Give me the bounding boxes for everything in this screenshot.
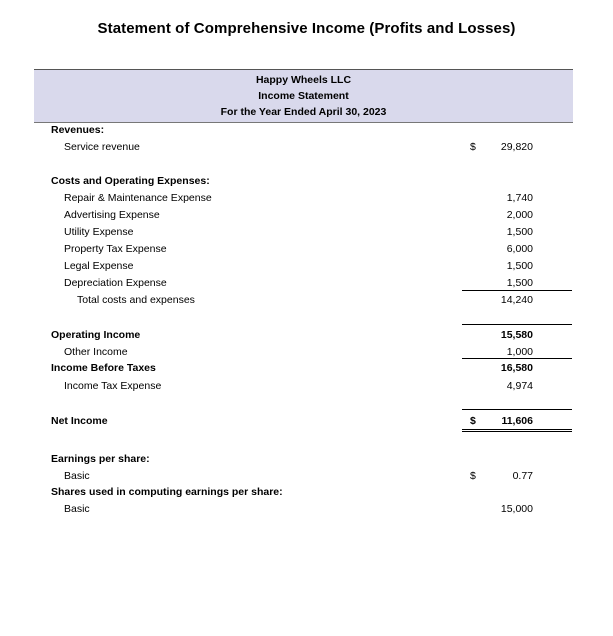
eps-basic-label: Basic [64,470,90,482]
expense-value: 2,000 [506,209,533,221]
income-before-taxes-rule [462,358,572,359]
company-name: Happy Wheels LLC [255,74,352,86]
other-income-value: 1,000 [506,346,533,358]
revenue-currency: $ [470,141,476,153]
income-tax-value: 4,974 [506,380,533,392]
net-income-double-rule-2 [462,431,572,432]
net-income-double-rule-1 [462,429,572,430]
expense-value: 1,500 [506,277,533,289]
shares-heading: Shares used in computing earnings per share: [51,486,283,498]
expense-value: 6,000 [506,243,533,255]
total-costs-value: 14,240 [500,294,533,306]
costs-heading: Costs and Operating Expenses: [51,175,210,187]
expense-label: Advertising Expense [64,209,160,221]
net-income-value: 11,606 [501,415,533,427]
eps-currency: $ [470,470,476,482]
eps-heading: Earnings per share: [51,453,150,465]
statement-period: For the Year Ended April 30, 2023 [220,106,387,118]
expense-label: Utility Expense [64,226,134,238]
operating-income-label: Operating Income [51,329,141,341]
net-income-currency: $ [470,415,476,427]
operating-income-value: 15,580 [500,329,533,341]
statement-header [34,69,573,123]
statement-name: Income Statement [258,90,349,102]
expense-value: 1,500 [506,226,533,238]
income-tax-label: Income Tax Expense [64,380,162,392]
operating-rule [462,324,572,325]
service-revenue-label: Service revenue [64,141,140,153]
subtotal-rule [462,290,572,291]
expense-value: 1,500 [506,260,533,272]
expense-label: Property Tax Expense [64,243,167,255]
other-income-label: Other Income [64,346,128,358]
net-income-top-rule [462,409,572,410]
shares-basic-label: Basic [64,503,90,515]
income-before-taxes-value: 16,580 [500,362,533,374]
eps-basic-value: 0.77 [512,470,533,482]
shares-basic-value: 15,000 [500,503,533,515]
expense-label: Repair & Maintenance Expense [64,192,212,204]
total-costs-label: Total costs and expenses [77,294,195,306]
revenues-heading: Revenues: [51,124,105,136]
net-income-label: Net Income [51,415,108,427]
page-title: Statement of Comprehensive Income (Profits and Losses) [97,20,516,37]
expense-label: Legal Expense [64,260,134,272]
expense-label: Depreciation Expense [64,277,167,289]
expense-value: 1,740 [506,192,533,204]
income-before-taxes-label: Income Before Taxes [51,362,156,374]
service-revenue-value: 29,820 [500,141,533,153]
header-divider [34,122,573,123]
